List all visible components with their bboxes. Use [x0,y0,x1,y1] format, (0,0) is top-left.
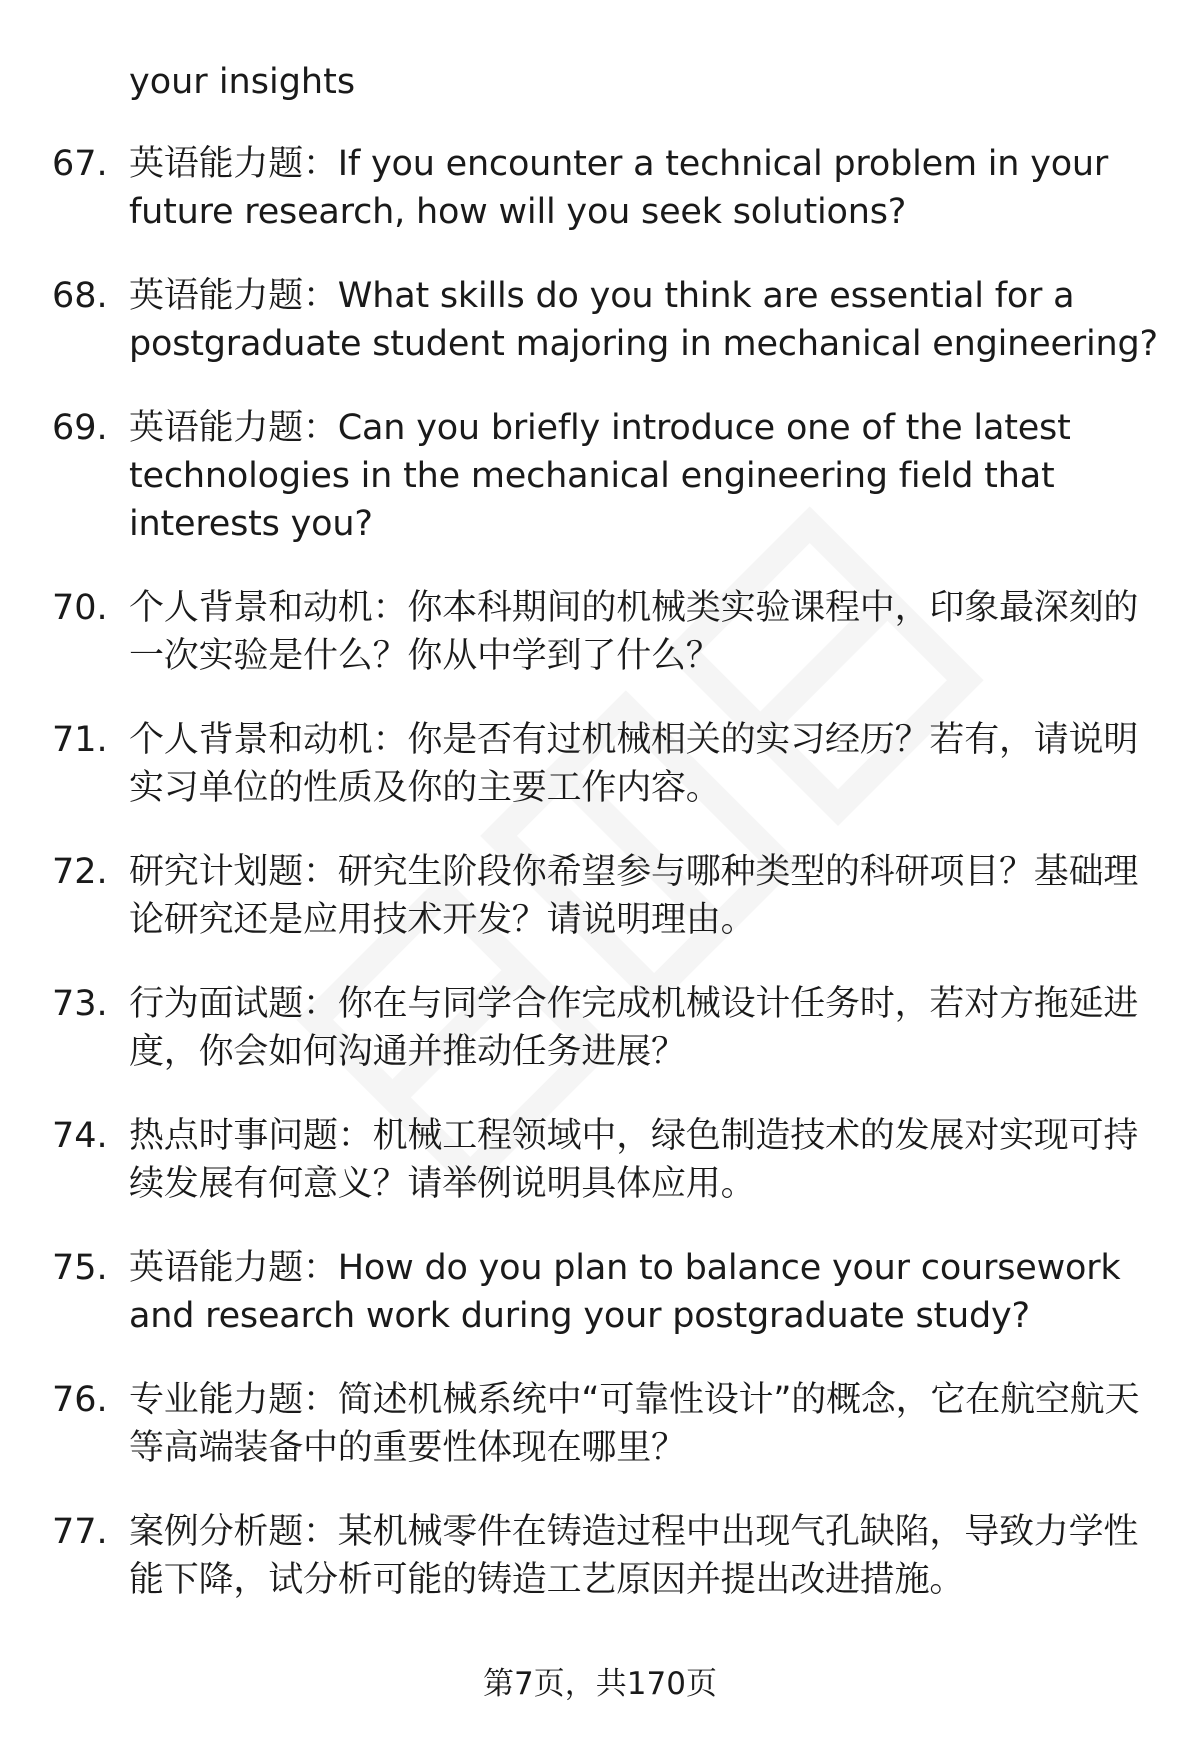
question-item [0,848,1200,944]
question-item [0,980,1200,1076]
question-item [0,140,1200,236]
question-item [0,272,1200,368]
question-number: 68. [52,276,108,316]
question-text: 英语能力题：Can you briefly introduce one of the latest technologies in the mechanical engineering field that interests you? [129,408,1071,544]
page-footer: 第7页，共170页 [483,1666,717,1702]
question-number: 74. [52,1116,108,1156]
question-text: 行为面试题：你在与同学合作完成机械设计任务时，若对方拖延进度，你会如何沟通并推动任务进展？ [129,984,1139,1072]
question-item [0,1244,1200,1340]
question-number: 75. [52,1248,108,1288]
question-item [0,1376,1200,1472]
question-item [0,1508,1200,1604]
continuation-text: your insights [129,62,356,102]
question-text: 英语能力题：How do you plan to balance your coursework and research work during your postgraduate study? [129,1248,1121,1336]
question-item [0,716,1200,812]
question-item [0,404,1200,548]
question-text: 案例分析题：某机械零件在铸造过程中出现气孔缺陷，导致力学性能下降，试分析可能的铸造工艺原因并提出改进措施。 [129,1512,1139,1600]
question-number: 69. [52,408,108,448]
question-list [0,140,1200,1640]
question-text: 热点时事问题：机械工程领域中，绿色制造技术的发展对实现可持续发展有何意义？请举例说明具体应用。 [129,1116,1139,1204]
question-number: 73. [52,984,108,1024]
question-text: 专业能力题：简述机械系统中“可靠性设计”的概念，它在航空航天等高端装备中的重要性体现在哪里？ [129,1380,1140,1468]
question-text: 英语能力题：If you encounter a technical problem in your future research, how will you seek solutions? [129,144,1109,232]
question-number: 71. [52,720,108,760]
question-number: 72. [52,852,108,892]
question-text: 英语能力题：What skills do you think are essential for a postgraduate student majoring in mechanical engineering? [129,276,1158,364]
question-text: 研究计划题：研究生阶段你希望参与哪种类型的科研项目？基础理论研究还是应用技术开发？请说明理由。 [129,852,1139,940]
question-text: 个人背景和动机：你是否有过机械相关的实习经历？若有，请说明实习单位的性质及你的主要工作内容。 [129,720,1139,808]
question-number: 76. [52,1380,108,1420]
question-text: 个人背景和动机：你本科期间的机械类实验课程中，印象最深刻的一次实验是什么？你从中学到了什么？ [129,588,1139,676]
question-item [0,1112,1200,1208]
question-item [0,584,1200,680]
question-number: 67. [52,144,108,184]
question-number: 77. [52,1512,108,1552]
question-number: 70. [52,588,108,628]
